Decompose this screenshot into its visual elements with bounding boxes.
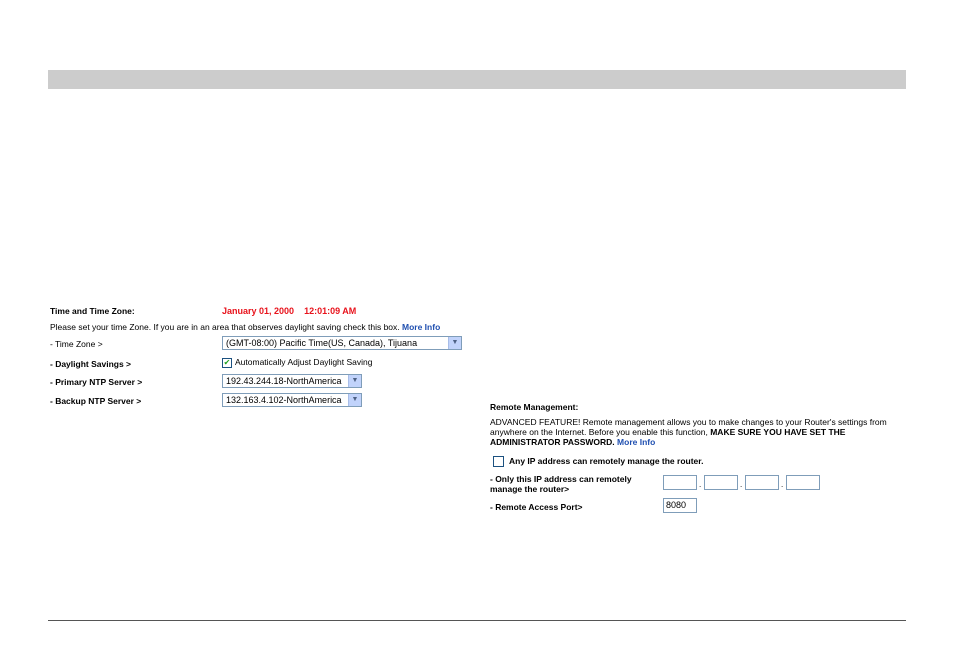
ip-octet-3-input[interactable] xyxy=(745,475,779,490)
chevron-down-icon[interactable]: ▼ xyxy=(448,337,461,349)
remote-advanced-body: ADVANCED FEATURE! Remote management allows you to make changes to your Router's settings from anywhere on the Internet. Before you enable this function, xyxy=(490,417,887,437)
ip-separator: . xyxy=(740,480,743,489)
current-time: 12:01:09 AM xyxy=(304,306,357,316)
remote-more-info-link[interactable]: More Info xyxy=(617,437,656,447)
footer-divider xyxy=(48,620,906,621)
daylight-row xyxy=(50,356,470,372)
ip-separator: . xyxy=(699,480,702,489)
any-ip-option[interactable] xyxy=(493,456,703,467)
time-description xyxy=(50,322,440,332)
remote-section-title: Remote Management: xyxy=(490,402,579,412)
ip-separator: . xyxy=(781,480,784,489)
time-zone-select[interactable] xyxy=(222,336,462,350)
daylight-label: - Daylight Savings > xyxy=(50,359,132,369)
time-zone-panel xyxy=(50,306,470,406)
chevron-down-icon[interactable]: ▼ xyxy=(348,375,361,387)
primary-ntp-row xyxy=(50,374,470,390)
any-ip-label: Any IP address can remotely manage the router. xyxy=(509,456,704,466)
time-zone-label: - Time Zone > xyxy=(50,339,103,349)
backup-ntp-value: 132.163.4.102-NorthAmerica xyxy=(226,395,342,405)
header-bar xyxy=(48,70,906,89)
primary-ntp-label: - Primary NTP Server > xyxy=(50,377,143,387)
time-more-info-link[interactable]: More Info xyxy=(402,322,441,332)
backup-ntp-row xyxy=(50,393,470,409)
backup-ntp-select[interactable] xyxy=(222,393,362,407)
ip-octet-4-input[interactable] xyxy=(786,475,820,490)
time-zone-row xyxy=(50,336,470,352)
only-ip-label: - Only this IP address can remotely manage the router> xyxy=(490,474,632,494)
primary-ntp-select[interactable] xyxy=(222,374,362,388)
remote-port-label: - Remote Access Port> xyxy=(490,502,583,512)
time-description-text: Please set your time Zone. If you are in an area that observes daylight saving check this box. xyxy=(50,322,400,332)
remote-port-input[interactable]: 8080 xyxy=(663,498,697,513)
backup-ntp-label: - Backup NTP Server > xyxy=(50,396,142,406)
current-date: January 01, 2000 xyxy=(222,306,295,316)
ip-octet-2-input[interactable] xyxy=(704,475,738,490)
time-zone-value: (GMT-08:00) Pacific Time(US, Canada), Tijuana xyxy=(226,338,418,348)
daylight-checkbox-label: Automatically Adjust Daylight Saving xyxy=(235,357,373,367)
chevron-down-icon[interactable]: ▼ xyxy=(348,394,361,406)
remote-advanced-text xyxy=(490,417,900,447)
time-section-title: Time and Time Zone: xyxy=(50,306,135,316)
daylight-option[interactable] xyxy=(222,357,373,368)
daylight-checkbox[interactable]: ✔ xyxy=(223,357,231,367)
current-datetime xyxy=(222,306,356,316)
any-ip-checkbox[interactable] xyxy=(493,456,504,467)
ip-octet-1-input[interactable] xyxy=(663,475,697,490)
primary-ntp-value: 192.43.244.18-NorthAmerica xyxy=(226,376,342,386)
remote-password-warning: MAKE SURE YOU HAVE SET THE ADMINISTRATOR PASSWORD. xyxy=(490,427,846,447)
